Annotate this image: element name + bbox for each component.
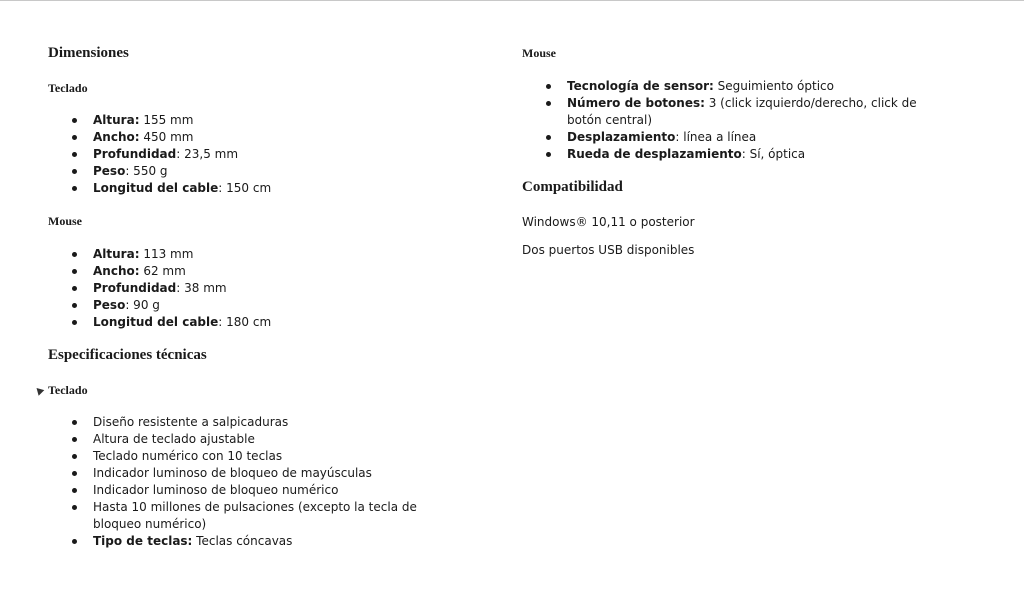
mouse-specs-heading: Mouse bbox=[522, 46, 556, 60]
list-item: Hasta 10 millones de pulsaciones (excepto la tecla de bloqueo numérico) bbox=[93, 499, 448, 533]
mouse-specs-list bbox=[522, 78, 942, 163]
list-item: Número de botones: 3 (click izquierdo/derecho, click de botón central) bbox=[567, 95, 927, 129]
list-item: Profundidad: 38 mm bbox=[93, 280, 468, 297]
list-item: Altura: 113 mm bbox=[93, 246, 468, 263]
list-item: Ancho: 62 mm bbox=[93, 263, 468, 280]
list-item: Ancho: 450 mm bbox=[93, 129, 468, 146]
collapse-triangle-icon[interactable] bbox=[34, 385, 45, 396]
teclado-specs-list bbox=[48, 414, 468, 550]
especificaciones-heading: Especificaciones técnicas bbox=[48, 347, 207, 363]
list-item: Teclado numérico con 10 teclas bbox=[93, 448, 468, 465]
list-item: Desplazamiento: línea a línea bbox=[567, 129, 942, 146]
list-item: Indicador luminoso de bloqueo de mayúsculas bbox=[93, 465, 468, 482]
list-item: Altura de teclado ajustable bbox=[93, 431, 468, 448]
compat-line: Dos puertos USB disponibles bbox=[522, 243, 695, 257]
list-item: Peso: 90 g bbox=[93, 297, 468, 314]
list-item: Longitud del cable: 150 cm bbox=[93, 180, 468, 197]
list-item: Tipo de teclas: Teclas cóncavas bbox=[93, 533, 468, 550]
compat-line: Windows® 10,11 o posterior bbox=[522, 215, 695, 229]
mouse-dimensiones-list bbox=[48, 246, 468, 331]
list-item: Indicador luminoso de bloqueo numérico bbox=[93, 482, 468, 499]
list-item: Diseño resistente a salpicaduras bbox=[93, 414, 468, 431]
list-item: Longitud del cable: 180 cm bbox=[93, 314, 468, 331]
teclado-specs-heading: Teclado bbox=[48, 383, 88, 397]
teclado-dimensiones-heading: Teclado bbox=[48, 81, 88, 95]
dimensiones-heading: Dimensiones bbox=[48, 45, 129, 61]
list-item: Profundidad: 23,5 mm bbox=[93, 146, 468, 163]
list-item: Rueda de desplazamiento: Sí, óptica bbox=[567, 146, 942, 163]
list-item: Peso: 550 g bbox=[93, 163, 468, 180]
mouse-dimensiones-heading: Mouse bbox=[48, 214, 82, 228]
list-item: Tecnología de sensor: Seguimiento óptico bbox=[567, 78, 942, 95]
teclado-dimensiones-list bbox=[48, 112, 468, 197]
compatibilidad-heading: Compatibilidad bbox=[522, 179, 623, 195]
teclado-specs-heading-row[interactable] bbox=[48, 383, 88, 398]
list-item: Altura: 155 mm bbox=[93, 112, 468, 129]
